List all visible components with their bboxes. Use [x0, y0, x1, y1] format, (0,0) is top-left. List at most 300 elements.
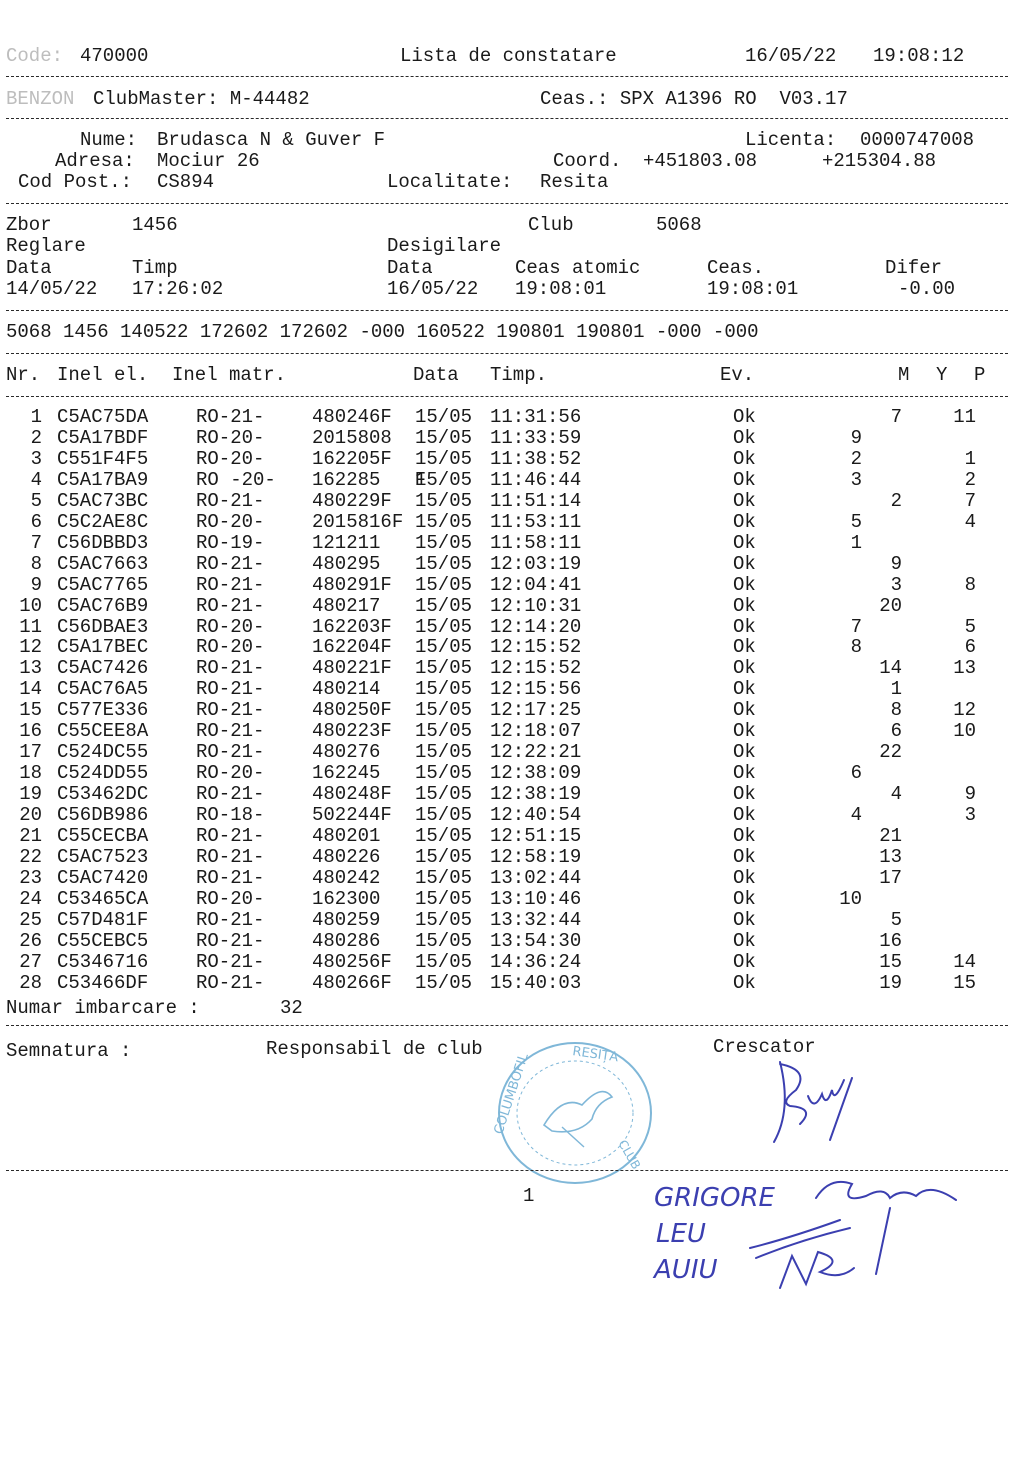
row-time: 11:46:44 — [490, 468, 582, 491]
row-inel-el: C5AC7426 — [57, 657, 149, 680]
row-matr-number: 480246F — [312, 406, 392, 428]
row-ev: Ok — [733, 908, 756, 931]
row-inel-el: C5C2AE8C — [57, 510, 149, 533]
col-header-m: M — [898, 364, 910, 386]
row-y: 14 — [879, 657, 902, 680]
row-time: 12:15:52 — [490, 657, 582, 680]
col-header-y: Y — [936, 364, 948, 386]
row-nr: 1 — [30, 406, 42, 428]
row-matr-number: 480217 — [312, 594, 381, 617]
row-y: 15 — [879, 950, 902, 973]
row-inel-el: C5A17BA9 — [57, 468, 149, 491]
row-nr: 18 — [19, 762, 42, 785]
row-ev: Ok — [733, 468, 756, 491]
row-matr-number: 162285 F — [312, 468, 427, 491]
row-p: 2 — [964, 468, 976, 491]
row-ev: Ok — [733, 594, 756, 617]
row-matr-number: 162205F — [312, 447, 392, 470]
row-matr-number: 480242 — [312, 866, 381, 889]
row-inel-el: C5AC73BC — [57, 489, 149, 512]
row-y: 9 — [890, 552, 902, 575]
row-y: 5 — [890, 908, 902, 931]
row-matr-number: 480276 — [312, 741, 381, 764]
row-matr-number: 480201 — [312, 825, 381, 847]
row-matr-prefix: RO-21- — [196, 845, 265, 868]
table-row — [0, 868, 1024, 889]
row-ev: Ok — [733, 866, 756, 889]
row-ev: Ok — [733, 699, 756, 722]
table-row — [0, 679, 1024, 700]
row-p: 14 — [953, 950, 976, 973]
row-matr-number: 480221F — [312, 657, 392, 680]
row-date: 15/05 — [415, 720, 473, 743]
row-p: 12 — [953, 699, 976, 722]
row-nr: 17 — [19, 741, 42, 764]
row-time: 12:40:54 — [490, 804, 582, 827]
row-m: 4 — [850, 804, 862, 827]
row-matr-prefix: RO-20- — [196, 426, 265, 449]
row-inel-el: C524DD55 — [57, 762, 149, 785]
row-ev: Ok — [733, 552, 756, 575]
row-date: 15/05 — [415, 887, 473, 910]
row-inel-el: C53466DF — [57, 971, 149, 994]
coord-lon: +215304.88 — [822, 150, 937, 172]
row-nr: 10 — [19, 594, 42, 617]
row-m: 2 — [850, 447, 862, 470]
row-inel-el: C5AC7523 — [57, 845, 149, 868]
col-header-nr: Nr. — [6, 364, 41, 386]
clubmaster-id: ClubMaster: M-44482 — [93, 88, 310, 110]
semnatura-label: Semnatura : — [6, 1040, 132, 1062]
row-ev: Ok — [733, 950, 756, 973]
row-nr: 24 — [19, 887, 42, 910]
row-inel-el: C5AC76A5 — [57, 678, 149, 701]
row-inel-el: C5A17BEC — [57, 636, 149, 659]
row-date: 15/05 — [415, 825, 473, 847]
timp-label: Timp — [132, 257, 178, 279]
row-m: 7 — [850, 615, 862, 638]
club-stamp — [492, 1035, 662, 1190]
row-matr-prefix: RO-21- — [196, 573, 265, 596]
numar-imbarcare-label: Numar imbarcare : — [6, 997, 200, 1019]
svg-text:COLUMBOFIL: COLUMBOFIL — [492, 1051, 532, 1137]
row-matr-prefix: RO-20- — [196, 636, 265, 659]
row-date: 15/05 — [415, 636, 473, 659]
row-matr-number: 2015816F — [312, 510, 404, 533]
divider — [6, 1025, 1008, 1026]
divider — [6, 76, 1008, 77]
row-nr: 13 — [19, 657, 42, 680]
licenta-value: 0000747008 — [860, 129, 975, 151]
difer-value: -0.00 — [898, 278, 956, 300]
row-time: 12:38:19 — [490, 783, 582, 806]
clock-info: Ceas.: SPX A1396 RO V03.17 — [540, 88, 848, 110]
row-matr-prefix: RO-21- — [196, 741, 265, 764]
table-row — [0, 637, 1024, 658]
row-time: 12:03:19 — [490, 552, 582, 575]
row-time: 12:22:21 — [490, 741, 582, 764]
col-header-p: P — [974, 364, 986, 386]
row-m: 10 — [839, 887, 862, 910]
page-number: 1 — [523, 1185, 535, 1207]
row-inel-el: C55CEBC5 — [57, 929, 149, 952]
table-row — [0, 952, 1024, 973]
divider — [6, 203, 1008, 204]
row-date: 15/05 — [415, 971, 473, 994]
row-ev: Ok — [733, 887, 756, 910]
row-time: 12:18:07 — [490, 720, 582, 743]
table-row — [0, 512, 1024, 533]
row-nr: 19 — [19, 783, 42, 806]
header-time: 19:08:12 — [873, 45, 965, 67]
row-inel-el: C5AC7663 — [57, 552, 149, 575]
row-time: 12:14:20 — [490, 615, 582, 638]
row-nr: 4 — [30, 468, 42, 491]
row-nr: 5 — [30, 489, 42, 512]
divider — [6, 310, 1008, 311]
data2-label: Data — [387, 257, 433, 279]
row-matr-number: 121211 — [312, 531, 381, 554]
row-inel-el: C5AC76B9 — [57, 594, 149, 617]
row-nr: 26 — [19, 929, 42, 952]
coord-label: Coord. — [553, 150, 622, 172]
row-matr-number: 162300 — [312, 887, 381, 910]
table-row — [0, 973, 1024, 994]
row-inel-el: C577E336 — [57, 699, 149, 722]
row-ev: Ok — [733, 573, 756, 596]
row-matr-prefix: RO-21- — [196, 866, 265, 889]
row-date: 15/05 — [415, 657, 473, 680]
row-nr: 21 — [19, 825, 42, 847]
col-header-inel-el: Inel el. — [57, 364, 149, 386]
desigilare-atomic: 19:08:01 — [515, 278, 607, 300]
col-header-data: Data — [413, 364, 459, 386]
row-inel-el: C5AC7765 — [57, 573, 149, 596]
row-date: 15/05 — [415, 447, 473, 470]
row-p: 13 — [953, 657, 976, 680]
codpost-value: CS894 — [157, 171, 215, 193]
row-matr-prefix: RO-20- — [196, 762, 265, 785]
table-row — [0, 826, 1024, 847]
row-matr-prefix: RO-21- — [196, 678, 265, 701]
row-time: 12:15:52 — [490, 636, 582, 659]
row-p: 5 — [964, 615, 976, 638]
row-nr: 23 — [19, 866, 42, 889]
row-nr: 16 — [19, 720, 42, 743]
row-matr-prefix: RO-20- — [196, 615, 265, 638]
row-date: 15/05 — [415, 531, 473, 554]
row-inel-el: C57D481F — [57, 908, 149, 931]
row-inel-el: C551F4F5 — [57, 447, 149, 470]
difer-label: Difer — [885, 257, 943, 279]
row-date: 15/05 — [415, 783, 473, 806]
svg-text:CLUB: CLUB — [615, 1137, 644, 1172]
reglare-date: 14/05/22 — [6, 278, 98, 300]
row-matr-prefix: RO-21- — [196, 657, 265, 680]
localitate-value: Resita — [540, 171, 609, 193]
table-row — [0, 617, 1024, 638]
row-matr-prefix: RO-21- — [196, 406, 265, 428]
row-inel-el: C5346716 — [57, 950, 149, 973]
header-date: 16/05/22 — [745, 45, 837, 67]
row-matr-number: 162204F — [312, 636, 392, 659]
row-nr: 28 — [19, 971, 42, 994]
row-time: 12:17:25 — [490, 699, 582, 722]
row-p: 8 — [964, 573, 976, 596]
zbor-label: Zbor — [6, 214, 52, 236]
row-y: 20 — [879, 594, 902, 617]
table-row — [0, 763, 1024, 784]
row-ev: Ok — [733, 678, 756, 701]
table-row — [0, 910, 1024, 931]
row-date: 15/05 — [415, 741, 473, 764]
row-matr-prefix: RO-20- — [196, 510, 265, 533]
row-p: 4 — [964, 510, 976, 533]
row-inel-el: C5AC75DA — [57, 406, 149, 428]
row-matr-number: 480250F — [312, 699, 392, 722]
row-ev: Ok — [733, 489, 756, 512]
row-ev: Ok — [733, 741, 756, 764]
responsabil-label: Responsabil de club — [266, 1038, 483, 1060]
row-m: 9 — [850, 426, 862, 449]
desigilare-label: Desigilare — [387, 235, 502, 257]
row-inel-el: C56DB986 — [57, 804, 149, 827]
table-row — [0, 533, 1024, 554]
row-inel-el: C53465CA — [57, 887, 149, 910]
row-nr: 6 — [30, 510, 42, 533]
row-time: 12:10:31 — [490, 594, 582, 617]
row-nr: 15 — [19, 699, 42, 722]
row-matr-prefix: RO-21- — [196, 489, 265, 512]
row-time: 12:38:09 — [490, 762, 582, 785]
row-matr-prefix: RO-21- — [196, 720, 265, 743]
crescator-label: Crescator — [713, 1036, 816, 1058]
row-matr-prefix: RO-21- — [196, 908, 265, 931]
row-date: 15/05 — [415, 489, 473, 512]
row-time: 13:32:44 — [490, 908, 582, 931]
localitate-label: Localitate: — [387, 171, 513, 193]
code-label: Code: — [6, 45, 64, 67]
row-matr-number: 162245 — [312, 762, 381, 785]
reglare-time: 17:26:02 — [132, 278, 224, 300]
row-nr: 9 — [30, 573, 42, 596]
row-date: 15/05 — [415, 699, 473, 722]
numar-imbarcare-value: 32 — [280, 997, 303, 1019]
ceas-atomic-label: Ceas atomic — [515, 257, 641, 279]
owner-name: Brudasca N & Guver F — [157, 129, 386, 151]
row-time: 11:31:56 — [490, 406, 582, 428]
row-y: 7 — [890, 406, 902, 428]
row-date: 15/05 — [415, 552, 473, 575]
table-row — [0, 784, 1024, 805]
row-matr-prefix: RO-21- — [196, 929, 265, 952]
row-matr-number: 480256F — [312, 950, 392, 973]
table-row — [0, 721, 1024, 742]
row-time: 12:15:56 — [490, 678, 582, 701]
row-m: 5 — [850, 510, 862, 533]
row-ev: Ok — [733, 406, 756, 428]
row-nr: 22 — [19, 845, 42, 868]
handwritten-signatures — [640, 1168, 980, 1303]
row-time: 11:53:11 — [490, 510, 582, 533]
ceas-label: Ceas. — [707, 257, 765, 279]
row-nr: 8 — [30, 552, 42, 575]
row-m: 1 — [850, 531, 862, 554]
table-row — [0, 407, 1024, 428]
row-matr-number: 480214 — [312, 678, 381, 701]
row-inel-el: C5AC7420 — [57, 866, 149, 889]
row-matr-number: 480226 — [312, 845, 381, 868]
row-p: 15 — [953, 971, 976, 994]
codpost-label: Cod Post.: — [18, 171, 133, 193]
row-date: 15/05 — [415, 594, 473, 617]
row-m: 8 — [850, 636, 862, 659]
row-nr: 27 — [19, 950, 42, 973]
row-inel-el: C55CEE8A — [57, 720, 149, 743]
row-ev: Ok — [733, 426, 756, 449]
row-inel-el: C56DBBD3 — [57, 531, 149, 554]
row-matr-prefix: RO-19- — [196, 531, 265, 554]
row-date: 15/05 — [415, 866, 473, 889]
adresa-value: Mociur 26 — [157, 150, 260, 172]
row-date: 15/05 — [415, 406, 473, 428]
brand-label: BENZON — [6, 88, 75, 110]
row-matr-prefix: RO-21- — [196, 971, 265, 994]
row-y: 3 — [890, 573, 902, 596]
desigilare-clock: 19:08:01 — [707, 278, 799, 300]
row-matr-number: 480291F — [312, 573, 392, 596]
adresa-label: Adresa: — [55, 150, 135, 172]
row-ev: Ok — [733, 845, 756, 868]
table-row — [0, 742, 1024, 763]
code-value: 470000 — [80, 45, 149, 67]
document-title: Lista de constatare — [400, 45, 617, 67]
row-matr-prefix: RO -20- — [196, 468, 276, 491]
row-time: 15:40:03 — [490, 971, 582, 994]
table-row — [0, 931, 1024, 952]
row-p: 9 — [964, 783, 976, 806]
row-ev: Ok — [733, 615, 756, 638]
row-p: 7 — [964, 489, 976, 512]
row-y: 21 — [879, 825, 902, 847]
row-ev: Ok — [733, 636, 756, 659]
row-matr-number: 480229F — [312, 489, 392, 512]
row-inel-el: C56DBAE3 — [57, 615, 149, 638]
row-inel-el: C53462DC — [57, 783, 149, 806]
row-matr-prefix: RO-21- — [196, 699, 265, 722]
row-time: 11:38:52 — [490, 447, 582, 470]
row-date: 15/05 — [415, 845, 473, 868]
row-nr: 12 — [19, 636, 42, 659]
row-ev: Ok — [733, 762, 756, 785]
desigilare-date: 16/05/22 — [387, 278, 479, 300]
divider — [6, 396, 1008, 397]
row-matr-number: 480248F — [312, 783, 392, 806]
table-row — [0, 491, 1024, 512]
svg-text:AUIU: AUIU — [654, 1255, 718, 1285]
row-nr: 7 — [30, 531, 42, 554]
reglare-label: Reglare — [6, 235, 86, 257]
row-p: 1 — [964, 447, 976, 470]
row-y: 1 — [890, 678, 902, 701]
zbor-value: 1456 — [132, 214, 178, 236]
row-y: 2 — [890, 489, 902, 512]
row-date: 15/05 — [415, 615, 473, 638]
row-ev: Ok — [733, 929, 756, 952]
col-header-ev: Ev. — [720, 364, 755, 386]
row-matr-prefix: RO-18- — [196, 804, 265, 827]
row-inel-el: C55CECBA — [57, 825, 149, 847]
row-time: 13:10:46 — [490, 887, 582, 910]
row-matr-number: 480266F — [312, 971, 392, 994]
row-nr: 25 — [19, 908, 42, 931]
row-date: 15/05 — [415, 804, 473, 827]
row-matr-number: 162203F — [312, 615, 392, 638]
coord-lat: +451803.08 — [643, 150, 758, 172]
row-y: 6 — [890, 720, 902, 743]
row-ev: Ok — [733, 531, 756, 554]
row-inel-el: C5A17BDF — [57, 426, 149, 449]
row-y: 13 — [879, 845, 902, 868]
club-label: Club — [528, 214, 574, 236]
table-row — [0, 889, 1024, 910]
row-p: 6 — [964, 636, 976, 659]
row-y: 8 — [890, 699, 902, 722]
data-label: Data — [6, 257, 52, 279]
row-date: 15/05 — [415, 573, 473, 596]
row-matr-number: 480286 — [312, 929, 381, 952]
row-y: 22 — [879, 741, 902, 764]
row-matr-number: 480295 — [312, 552, 381, 575]
row-y: 19 — [879, 971, 902, 994]
row-ev: Ok — [733, 783, 756, 806]
licenta-label: Licenta: — [745, 129, 837, 151]
row-p: 11 — [953, 406, 976, 428]
row-y: 16 — [879, 929, 902, 952]
divider — [6, 353, 1008, 354]
col-header-inel-matr: Inel matr. — [172, 364, 287, 386]
row-nr: 11 — [19, 615, 42, 638]
svg-text:LEU: LEU — [656, 1219, 706, 1249]
row-ev: Ok — [733, 447, 756, 470]
row-p: 3 — [964, 804, 976, 827]
row-matr-prefix: RO-20- — [196, 447, 265, 470]
row-matr-prefix: RO-21- — [196, 783, 265, 806]
row-date: 15/05 — [415, 929, 473, 952]
col-header-timp: Timp. — [490, 364, 548, 386]
row-ev: Ok — [733, 971, 756, 994]
table-row — [0, 470, 1024, 491]
row-date: 15/05 — [415, 950, 473, 973]
row-time: 12:04:41 — [490, 573, 582, 596]
summary-line: 5068 1456 140522 172602 172602 -000 160522 190801 190801 -000 -000 — [6, 321, 759, 343]
row-time: 14:36:24 — [490, 950, 582, 973]
row-nr: 14 — [19, 678, 42, 701]
row-ev: Ok — [733, 825, 756, 847]
row-matr-prefix: RO-21- — [196, 552, 265, 575]
row-y: 17 — [879, 866, 902, 889]
row-time: 11:58:11 — [490, 531, 582, 554]
row-matr-number: 480223F — [312, 720, 392, 743]
row-m: 3 — [850, 468, 862, 491]
row-m: 6 — [850, 762, 862, 785]
table-row — [0, 449, 1024, 470]
row-date: 15/05 — [415, 678, 473, 701]
row-date: 15/05 — [415, 510, 473, 533]
table-row — [0, 575, 1024, 596]
row-nr: 20 — [19, 804, 42, 827]
row-matr-number: 480259 — [312, 908, 381, 931]
